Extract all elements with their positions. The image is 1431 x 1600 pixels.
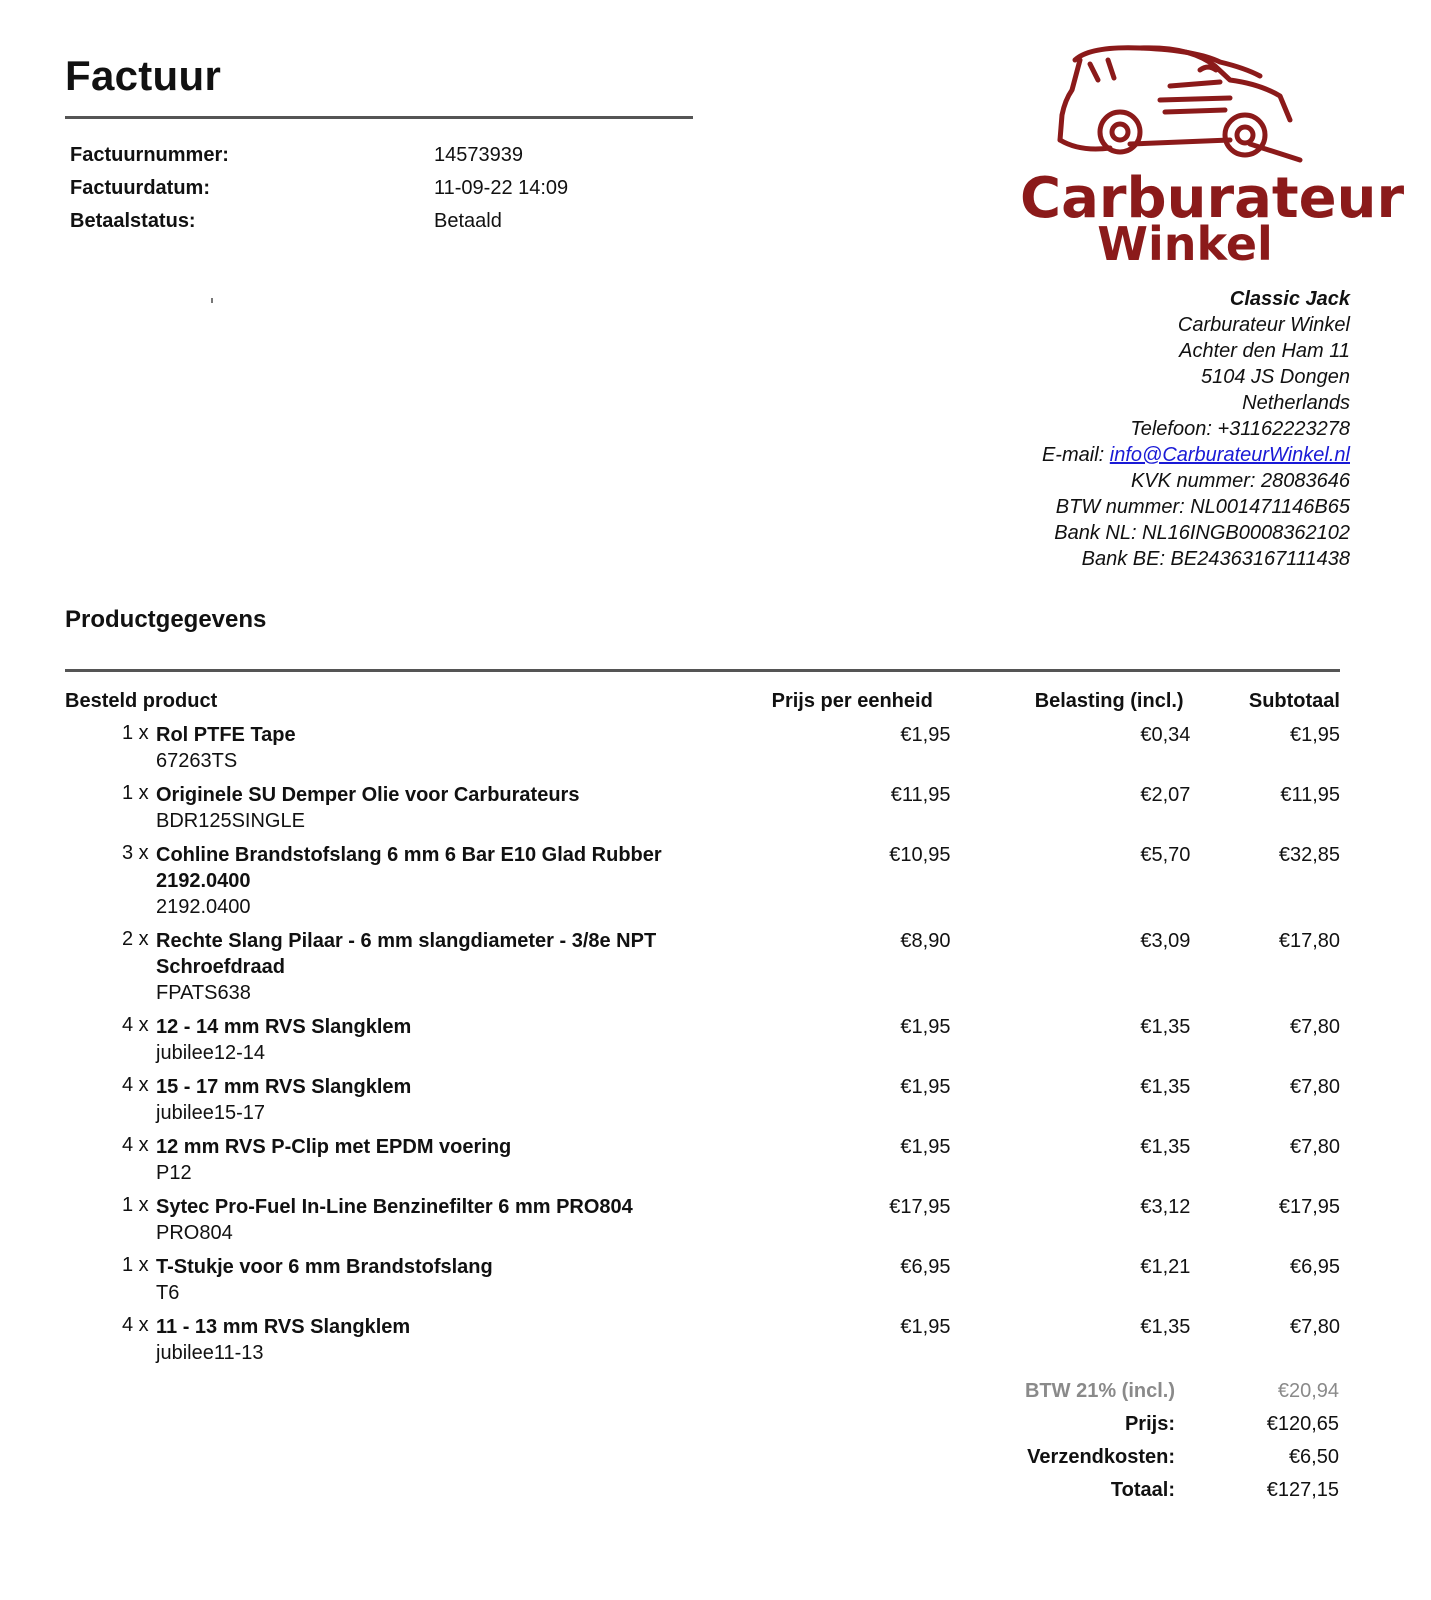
table-row: [65, 1074, 1340, 1126]
column-header-subtotal: Subtotaal: [1248, 690, 1340, 712]
product-name: Originele SU Demper Olie voor Carburateurs: [156, 784, 580, 806]
product-name: Sytec Pro-Fuel In-Line Benzinefilter 6 mm PRO804: [156, 1196, 633, 1218]
unit-price-cell: €1,95: [900, 1076, 951, 1098]
tax-cell: €5,70: [1140, 844, 1191, 866]
tax-cell: €3,09: [1140, 930, 1191, 952]
product-sku: 2192.0400: [156, 896, 251, 918]
totals-value: €120,65: [1266, 1413, 1339, 1435]
unit-price-cell: €10,95: [889, 844, 951, 866]
product-info: [156, 1314, 695, 1366]
seller-kvk: KVK nummer: 28083646: [1130, 470, 1350, 492]
product-quantity: 4 x: [122, 1074, 149, 1096]
subtotal-cell: €1,95: [1289, 724, 1341, 746]
invoice-date-row: [70, 177, 568, 210]
product-info: [156, 1074, 695, 1126]
tax-cell: €3,12: [1140, 1196, 1191, 1218]
product-info: [156, 928, 695, 1006]
subtotal-cell: €17,95: [1278, 1196, 1341, 1218]
totals-label: Prijs:: [1124, 1413, 1175, 1435]
column-header-tax: Belasting (incl.): [1034, 690, 1184, 712]
tax-cell: €1,35: [1140, 1136, 1191, 1158]
invoice-number-value: 14573939: [434, 144, 523, 166]
product-name: 11 - 13 mm RVS Slangklem: [156, 1316, 411, 1338]
unit-price-cell: €17,95: [889, 1196, 951, 1218]
product-info: [156, 782, 695, 834]
payment-status-row: [70, 210, 568, 243]
seller-company: Carburateur Winkel: [1177, 314, 1350, 336]
totals-block: [65, 1380, 1340, 1512]
products-table: [65, 690, 1340, 1374]
totals-row: [65, 1413, 1340, 1446]
tax-cell: €0,34: [1140, 724, 1191, 746]
product-quantity: 1 x: [122, 722, 149, 744]
product-quantity: 4 x: [122, 1014, 149, 1036]
company-logo: [1020, 40, 1405, 271]
table-row: [65, 1014, 1340, 1066]
seller-btw: BTW nummer: NL001471146B65: [1055, 496, 1350, 518]
unit-price-cell: €6,95: [900, 1256, 951, 1278]
product-sku: 67263TS: [156, 750, 238, 772]
table-row: [65, 722, 1340, 774]
tax-cell: €1,35: [1140, 1016, 1191, 1038]
product-info: [156, 1134, 695, 1186]
totals-row: [65, 1479, 1340, 1512]
payment-status-label: Betaalstatus:: [70, 210, 196, 232]
seller-address-block: [1042, 286, 1350, 572]
logo-wordmark-top: Carburateur: [1020, 166, 1405, 231]
totals-label: Verzendkosten:: [1027, 1446, 1175, 1468]
invoice-meta: [70, 144, 568, 243]
seller-street: Achter den Ham 11: [1179, 340, 1350, 362]
product-name: Cohline Brandstofslang 6 mm 6 Bar E10 Glad Rubber 2192.0400: [156, 844, 662, 892]
seller-phone: Telefoon: +31162223278: [1130, 418, 1350, 440]
product-cell: [65, 1074, 695, 1126]
tax-cell: €2,07: [1140, 784, 1191, 806]
invoice-number-row: [70, 144, 568, 177]
unit-price-cell: €1,95: [900, 724, 951, 746]
unit-price-cell: €1,95: [900, 1316, 951, 1338]
totals-value: €20,94: [1277, 1380, 1339, 1402]
product-sku: FPATS638: [156, 982, 251, 1004]
subtotal-cell: €32,85: [1278, 844, 1341, 866]
product-cell: [65, 1314, 695, 1366]
logo-wordmark-bottom: Winkel: [1097, 217, 1273, 271]
product-info: [156, 1014, 695, 1066]
table-row: [65, 1314, 1340, 1366]
tax-cell: €1,35: [1140, 1316, 1191, 1338]
product-cell: [65, 782, 695, 834]
subtotal-cell: €17,80: [1278, 930, 1341, 952]
totals-value: €127,15: [1266, 1479, 1339, 1501]
seller-country: Netherlands: [1242, 392, 1350, 414]
product-cell: [65, 928, 695, 1006]
seller-email-link[interactable]: info@CarburateurWinkel.nl: [1109, 444, 1350, 466]
totals-row: [65, 1446, 1340, 1479]
product-sku: PRO804: [156, 1222, 233, 1244]
product-sku: P12: [156, 1162, 192, 1184]
product-quantity: 1 x: [122, 782, 149, 804]
seller-email-label: E-mail:: [1041, 444, 1110, 466]
unit-price-cell: €8,90: [900, 930, 951, 952]
subtotal-cell: €7,80: [1289, 1076, 1341, 1098]
stray-mark: [211, 298, 213, 303]
payment-status-value: Betaald: [434, 210, 502, 232]
seller-name: Classic Jack: [1229, 288, 1350, 310]
seller-bank-be: Bank BE: BE24363167111438: [1081, 548, 1350, 570]
table-row: [65, 1194, 1340, 1246]
product-name: 12 mm RVS P-Clip met EPDM voering: [156, 1136, 512, 1158]
product-cell: [65, 722, 695, 774]
product-name: 15 - 17 mm RVS Slangklem: [156, 1076, 412, 1098]
subtotal-cell: €11,95: [1280, 784, 1341, 806]
table-body: [65, 722, 1340, 1366]
column-header-product: Besteld product: [65, 690, 218, 712]
product-info: [156, 1194, 695, 1246]
totals-label: Totaal:: [1110, 1479, 1175, 1501]
table-row: [65, 1254, 1340, 1306]
product-quantity: 1 x: [122, 1194, 149, 1216]
subtotal-cell: €7,80: [1289, 1136, 1341, 1158]
seller-city: 5104 JS Dongen: [1200, 366, 1350, 388]
table-row: [65, 928, 1340, 1006]
unit-price-cell: €1,95: [900, 1016, 951, 1038]
invoice-date-value: 11-09-22 14:09: [434, 177, 569, 199]
subtotal-cell: €6,95: [1289, 1256, 1341, 1278]
table-header: [65, 690, 1340, 722]
product-info: [156, 842, 695, 920]
product-sku: BDR125SINGLE: [156, 810, 305, 832]
totals-label: BTW 21% (incl.): [1024, 1380, 1175, 1402]
product-cell: [65, 1014, 695, 1066]
seller-bank-nl: Bank NL: NL16INGB0008362102: [1054, 522, 1350, 544]
invoice-date-label: Factuurdatum:: [70, 177, 210, 199]
product-quantity: 3 x: [122, 842, 149, 864]
product-name: Rol PTFE Tape: [156, 724, 296, 746]
product-quantity: 4 x: [122, 1314, 149, 1336]
product-info: [156, 1254, 695, 1306]
product-sku: jubilee15-17: [156, 1102, 265, 1124]
product-sku: jubilee11-13: [156, 1342, 264, 1364]
page-title: Factuur: [65, 52, 222, 99]
product-cell: [65, 1194, 695, 1246]
seller-email-row: [1042, 442, 1350, 468]
subtotal-cell: €7,80: [1289, 1316, 1341, 1338]
column-header-price: Prijs per eenheid: [771, 690, 933, 712]
totals-value: €6,50: [1288, 1446, 1339, 1468]
tax-cell: €1,21: [1140, 1256, 1191, 1278]
title-divider: [65, 116, 693, 119]
product-quantity: 2 x: [122, 928, 149, 950]
product-cell: [65, 842, 695, 920]
product-quantity: 4 x: [122, 1134, 149, 1156]
product-sku: jubilee12-14: [156, 1042, 265, 1064]
table-row: [65, 1134, 1340, 1186]
subtotal-cell: €7,80: [1289, 1016, 1341, 1038]
product-cell: [65, 1134, 695, 1186]
products-section-title: Productgegevens: [65, 606, 267, 633]
product-name: Rechte Slang Pilaar - 6 mm slangdiameter - 3/8e NPT Schroefdraad: [156, 930, 657, 978]
products-divider: [65, 669, 1340, 672]
unit-price-cell: €11,95: [890, 784, 951, 806]
product-sku: T6: [156, 1282, 180, 1304]
totals-row: [65, 1380, 1340, 1413]
product-quantity: 1 x: [122, 1254, 149, 1276]
product-cell: [65, 1254, 695, 1306]
car-logo-icon: [1020, 40, 1350, 170]
product-name: T-Stukje voor 6 mm Brandstofslang: [156, 1256, 493, 1278]
table-row: [65, 782, 1340, 834]
invoice-number-label: Factuurnummer:: [70, 144, 229, 166]
table-row: [65, 842, 1340, 920]
tax-cell: €1,35: [1140, 1076, 1191, 1098]
product-info: [156, 722, 695, 774]
unit-price-cell: €1,95: [900, 1136, 951, 1158]
product-name: 12 - 14 mm RVS Slangklem: [156, 1016, 412, 1038]
